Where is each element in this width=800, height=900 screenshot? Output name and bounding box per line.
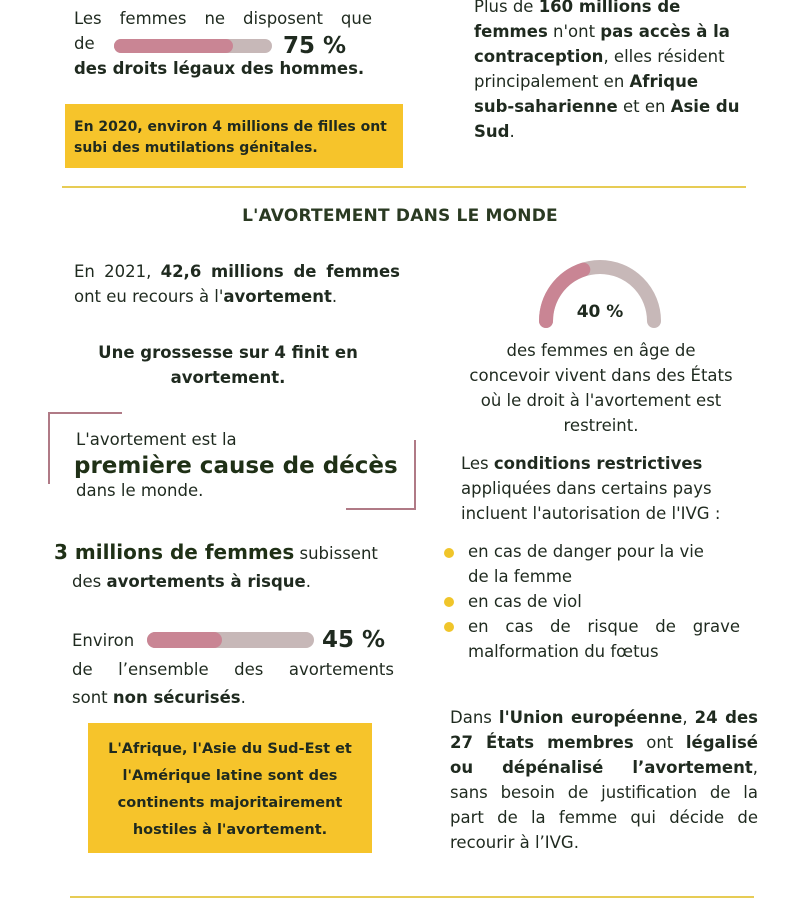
unsafe-line3: sont non sécurisés. (72, 688, 246, 707)
condition-item-rape: en cas de viol (468, 592, 582, 611)
risk-line2: des avortements à risque. (72, 572, 311, 591)
unsafe-progress-bar (147, 632, 314, 648)
bracket-left (48, 412, 50, 484)
contraception-text: Plus de 160 millions de femmes n'ont pas accès à la contraception, elles résident principalement en Afrique sub-saharienne et en Asie du Sud. (474, 0, 740, 141)
section-divider-bottom (70, 896, 754, 898)
condition-item-malformation: en cas de risque de grave malformation du fœtus (468, 617, 740, 661)
women-rights-prefix: de (74, 34, 95, 53)
unsafe-prefix: Environ (72, 631, 135, 650)
women-rights-line3: des droits légaux des hommes. (74, 59, 365, 78)
fgm-callout (65, 104, 403, 168)
rights-progress-fill (114, 39, 233, 53)
condition-item-danger: en cas de danger pour la vie de la femme (468, 542, 704, 586)
bracket-right (414, 440, 416, 510)
death-line2: première cause de décès (74, 453, 398, 479)
death-line1: L'avortement est la (76, 430, 237, 449)
gauge-caption: des femmes en âge de concevoir vivent dans des États où le droit à l'avortement est restreint. (469, 341, 733, 435)
pregnancy-line2: avortement. (170, 368, 286, 387)
bullet-icon (444, 622, 454, 632)
continents-callout (88, 723, 372, 853)
fgm-line1: En 2020, environ 4 millions de filles ont (74, 119, 387, 135)
bullet-icon (444, 548, 454, 558)
unsafe-progress-fill (147, 632, 222, 648)
risk-line1: 3 millions de femmes subissent (54, 540, 378, 564)
unsafe-percent: 45 % (322, 627, 386, 653)
restriction-gauge (530, 255, 670, 335)
bracket-top (48, 412, 122, 414)
gauge-percent: 40 % (576, 302, 624, 322)
death-line3: dans le monde. (76, 481, 204, 500)
rights-percent: 75 % (283, 33, 347, 59)
section-divider-top (62, 186, 746, 188)
women-rights-line1: Les femmes ne disposent que (74, 9, 372, 28)
bracket-bottom (346, 508, 416, 510)
bullet-icon (444, 597, 454, 607)
section-title: L'AVORTEMENT DANS LE MONDE (242, 206, 558, 226)
continents-text: L'Afrique, l'Asie du Sud-Est et l'Amérique latine sont des continents majoritairement hostiles à l'avortement. (108, 741, 352, 838)
abortion-2021-stat: En 2021, 42,6 millions de femmes ont eu recours à l'avortement. (74, 262, 400, 306)
fgm-line2: subi des mutilations génitales. (74, 140, 318, 156)
unsafe-line2: de l’ensemble des avortements (72, 660, 394, 679)
eu-text: Dans l'Union européenne, 24 des 27 États membres ont légalisé ou dépénalisé l’avortement, sans besoin de justification de la part de la femme qui décide de recourir à l’IVG. (450, 708, 758, 852)
pregnancy-line1: Une grossesse sur 4 finit en (98, 343, 358, 362)
conditions-intro: Les conditions restrictives appliquées dans certains pays incluent l'autorisation de l'IVG : (461, 454, 721, 523)
rights-progress-bar (114, 39, 272, 53)
